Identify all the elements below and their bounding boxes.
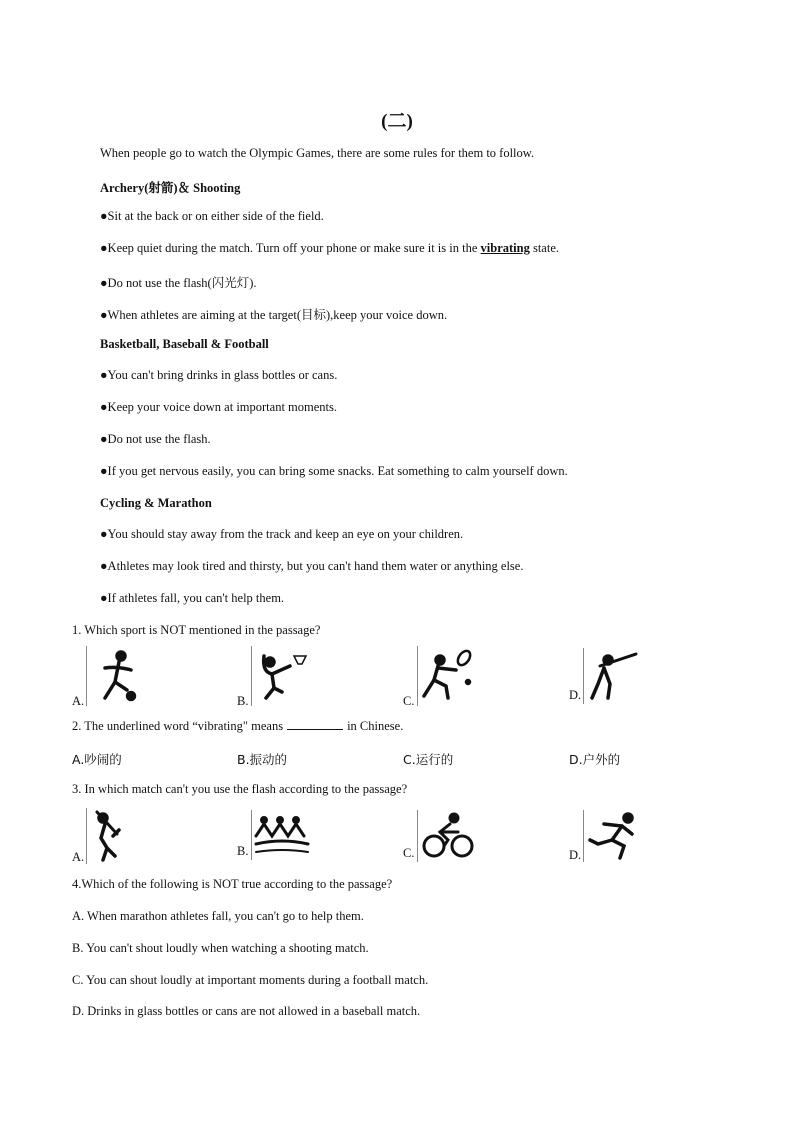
option-a[interactable]: A. When marathon athletes fall, you can't go to help them. [72, 909, 364, 923]
option-c[interactable] [403, 646, 523, 708]
rule-item: ●If you get nervous easily, you can bring some snacks. Eat something to calm yourself down. [100, 464, 568, 478]
option-label: B. [237, 694, 249, 708]
option-label: D. [569, 688, 582, 702]
option-b[interactable] [237, 646, 357, 708]
option-c[interactable]: C. You can shout loudly at important moments during a football match. [72, 973, 429, 987]
option-label: B. [237, 844, 249, 858]
option-a[interactable] [72, 646, 192, 708]
football-pictogram-icon [86, 646, 147, 706]
intro-text: When people go to watch the Olympic Games, there are some rules for them to follow. [100, 146, 535, 160]
option-c[interactable]: C.运行的 [403, 752, 454, 767]
rule-item: ●Do not use the flash. [100, 432, 211, 446]
baseball-pictogram-icon [86, 808, 147, 864]
basketball-pictogram-icon [251, 646, 312, 706]
option-b[interactable] [237, 806, 357, 868]
option-b[interactable]: B.振动的 [237, 752, 288, 767]
question-stem [72, 718, 403, 734]
tennis-pictogram-icon [417, 646, 478, 706]
option-c[interactable] [403, 806, 523, 868]
rule-item: ●Keep your voice down at important moments. [100, 400, 338, 414]
question-stem: 4.Which of the following is NOT true according to the passage? [72, 877, 393, 891]
option-d[interactable] [569, 806, 689, 868]
rowing-pictogram-icon [251, 810, 312, 860]
option-label: A. [72, 850, 85, 864]
rule-text: ●Keep quiet during the match. Turn off your phone or make sure it is in the [100, 241, 478, 255]
option-b[interactable]: B. You can't shout loudly when watching a shooting match. [72, 941, 369, 955]
shooting-pictogram-icon [583, 648, 644, 704]
section-title: (二) [381, 111, 413, 132]
section-heading: Archery(射箭)＆ Shooting [100, 181, 241, 195]
underlined-word: vibrating [480, 241, 530, 255]
question-stem: 3. In which match can't you use the flash according to the passage? [72, 782, 408, 796]
question-stem-start: 2. The underlined word “vibrating" means [72, 719, 284, 733]
rule-item [100, 241, 559, 256]
option-d[interactable]: D. Drinks in glass bottles or cans are not allowed in a baseball match. [72, 1004, 421, 1018]
rule-item: ●Do not use the flash(闪光灯). [100, 276, 257, 290]
option-a[interactable] [72, 806, 192, 868]
cycling-pictogram-icon [417, 810, 478, 862]
option-d[interactable]: D.户外的 [569, 752, 621, 767]
question-stem-end: in Chinese. [347, 719, 404, 733]
option-d[interactable] [569, 646, 689, 708]
section-heading: Cycling & Marathon [100, 496, 212, 510]
rule-item: ●Athletes may look tired and thirsty, but you can't hand them water or anything else. [100, 559, 524, 573]
option-label: C. [403, 694, 415, 708]
rule-item: ●When athletes are aiming at the target(目标),keep your voice down. [100, 308, 448, 322]
question-stem: 1. Which sport is NOT mentioned in the passage? [72, 623, 321, 637]
running-pictogram-icon [583, 810, 644, 862]
rule-item: ●If athletes fall, you can't help them. [100, 591, 285, 605]
option-label: D. [569, 848, 582, 862]
option-label: A. [72, 694, 85, 708]
answer-blank [287, 718, 343, 730]
section-heading: Basketball, Baseball & Football [100, 337, 269, 351]
option-label: C. [403, 846, 415, 860]
rule-item: ●Sit at the back or on either side of the field. [100, 209, 324, 223]
option-a[interactable]: A.吵闹的 [72, 752, 122, 767]
rule-text-tail: state. [532, 241, 560, 255]
rule-item: ●You should stay away from the track and keep an eye on your children. [100, 527, 464, 541]
rule-item: ●You can't bring drinks in glass bottles or cans. [100, 368, 338, 382]
